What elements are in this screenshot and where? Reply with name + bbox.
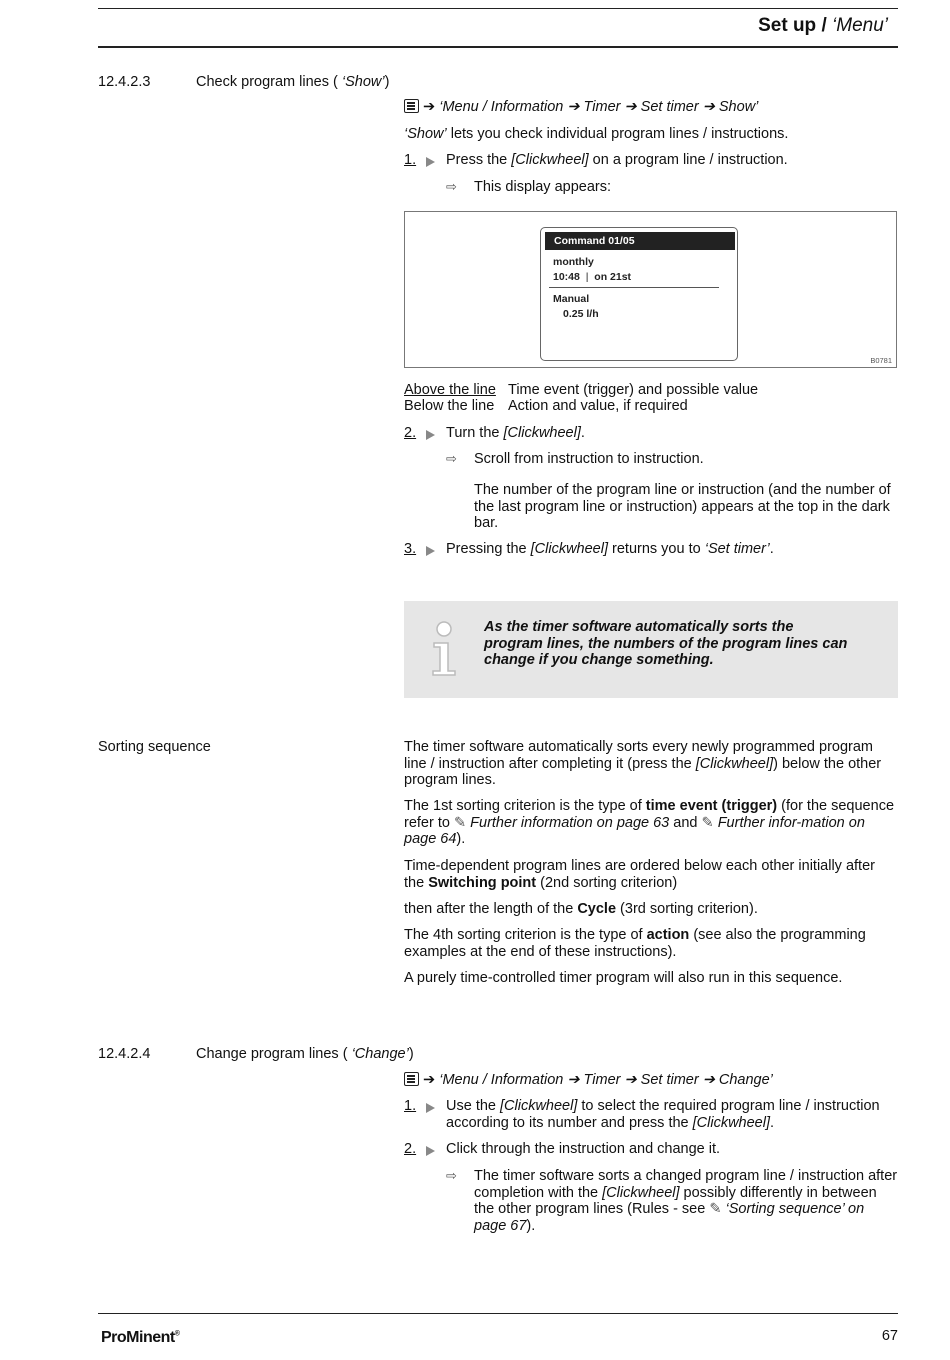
legend-value: Action and value, if required xyxy=(508,398,688,414)
prominent-logo xyxy=(101,1329,179,1347)
section-number-change: 12.4.2.4 xyxy=(98,1046,151,1062)
t: Pressing the xyxy=(446,541,531,557)
page-number: 67 xyxy=(881,1328,898,1344)
clickwheel-ref: [Clickwheel] xyxy=(503,425,581,441)
t: to select the required program line / instruction according to its number and press the xyxy=(446,1098,880,1131)
lcd-time: 10:48 xyxy=(553,271,580,283)
step-arrow-icon xyxy=(426,430,435,440)
t: possibly differently in between the other program lines (Rules - see xyxy=(474,1184,877,1217)
t: ) below the other program lines. xyxy=(404,755,882,788)
result-text xyxy=(474,1168,898,1234)
section-title-change xyxy=(196,1046,414,1062)
lcd-sep: | xyxy=(585,271,589,283)
lcd-day: on 21st xyxy=(594,271,632,283)
legend-value: Time event (trigger) and possible value xyxy=(508,382,759,398)
result-extra-text: The number of the program line or instruction (and the number of the last program line or instruction) appears at the top in the dark bar. xyxy=(474,482,891,531)
menu-icon xyxy=(404,1072,419,1086)
lcd-screen xyxy=(540,227,738,361)
sorting-p4 xyxy=(404,901,898,918)
reference-link-64[interactable]: Further infor-mation on page 64 xyxy=(404,814,865,847)
result-arrow-icon: ⇨ xyxy=(446,451,457,466)
step-arrow-icon xyxy=(426,157,435,167)
sorting-p5 xyxy=(404,927,898,960)
sorting-p6: A purely time-controlled timer program will also run in this sequence. xyxy=(404,970,843,986)
term: Cycle xyxy=(577,901,617,917)
t: . xyxy=(580,425,585,441)
menu-path-text: ‘Menu / Information ➔ Timer ➔ Set timer ➔ Change’ xyxy=(439,1072,773,1088)
page-header-title xyxy=(758,15,888,37)
reference-link-63[interactable]: Further information on page 63 xyxy=(470,814,670,831)
step-text xyxy=(446,152,898,169)
title-italic: ‘Change’ xyxy=(351,1046,409,1062)
intro-italic: ‘Show’ xyxy=(404,126,447,142)
top-rule xyxy=(98,8,898,9)
term: Switching point xyxy=(428,874,537,891)
title-end: ) xyxy=(408,1046,414,1062)
clickwheel-ref: [Clickwheel] xyxy=(695,755,774,772)
legend-row-1 xyxy=(404,382,898,398)
sorting-p1 xyxy=(404,739,898,789)
section-number-show: 12.4.2.3 xyxy=(98,74,151,90)
legend-key: Above the line xyxy=(404,382,496,398)
title-italic: ‘Show’ xyxy=(341,74,385,90)
t: returns you to xyxy=(608,541,705,557)
arrow-icon: ➔ xyxy=(419,99,440,115)
clickwheel-ref: [Clickwheel] xyxy=(511,152,589,168)
info-note xyxy=(404,601,898,698)
t: The 4th sorting criterion is the type of xyxy=(404,927,647,943)
info-icon xyxy=(428,621,460,677)
footer-rule xyxy=(98,1313,898,1314)
step-number: 2. xyxy=(404,1141,417,1157)
step-text xyxy=(446,425,898,442)
clickwheel-ref: [Clickwheel] xyxy=(500,1098,578,1114)
step-text xyxy=(446,1098,898,1131)
t: Turn the xyxy=(446,425,504,441)
step-text: Click through the instruction and change it. xyxy=(446,1141,721,1157)
link-ref-icon: ✎ xyxy=(709,1201,726,1217)
legend-row-2 xyxy=(404,398,898,414)
arrow-icon: ➔ xyxy=(419,1072,440,1088)
term: time event (trigger) xyxy=(645,798,778,814)
t: (for the sequence refer to xyxy=(404,798,895,831)
step-number: 2. xyxy=(404,425,417,441)
clickwheel-ref: [Clickwheel] xyxy=(602,1184,680,1201)
t: . xyxy=(770,1114,775,1131)
section-title-show xyxy=(196,74,389,90)
note-text: As the timer software automatically sorts the program lines, the numbers of the program lines can change if you change something. xyxy=(484,619,848,668)
intro-rest: lets you check individual program lines / instructions. xyxy=(446,126,789,142)
step-text xyxy=(446,541,898,558)
t: and xyxy=(669,814,702,831)
step-arrow-icon xyxy=(426,1103,435,1113)
menu-path-change xyxy=(404,1072,898,1089)
sorting-heading: Sorting sequence xyxy=(98,739,211,755)
legend-key: Below the line xyxy=(404,398,495,414)
logo-minent: Minent xyxy=(126,1329,175,1346)
intro-show xyxy=(404,126,898,143)
title-text: Check program lines ( xyxy=(196,74,342,90)
t: . xyxy=(769,541,774,557)
clickwheel-ref: [Clickwheel] xyxy=(530,541,608,557)
step-arrow-icon xyxy=(426,1146,435,1156)
sorting-p3 xyxy=(404,858,898,891)
header-prefix: Set up / xyxy=(758,15,827,36)
t: (see also the programming examples at the end of these instructions). xyxy=(404,927,866,960)
lcd-divider xyxy=(549,287,719,288)
lcd-line-2 xyxy=(553,271,631,283)
logo-reg: ® xyxy=(174,1330,180,1338)
result-text: This display appears: xyxy=(474,179,612,195)
t: The 1st sorting criterion is the type of xyxy=(404,798,646,814)
t: The timer software automatically sorts every newly programmed program line / instruction after completing it (press the xyxy=(404,739,873,772)
t: Use the xyxy=(446,1098,500,1114)
menu-path-text: ‘Menu / Information ➔ Timer ➔ Set timer ➔ Show’ xyxy=(439,99,759,115)
t: (3rd sorting criterion). xyxy=(616,901,758,917)
term: action xyxy=(646,927,690,943)
result-text: Scroll from instruction to instruction. xyxy=(474,451,704,467)
reference-link-67[interactable]: ‘Sorting sequence’ on page 67 xyxy=(474,1201,865,1234)
lcd-line-1: monthly xyxy=(553,256,594,268)
t: Press the xyxy=(446,152,512,168)
t: ). xyxy=(456,831,466,847)
sorting-p2 xyxy=(404,798,898,848)
step-number: 1. xyxy=(404,1098,417,1114)
set-timer-ref: ‘Set timer’ xyxy=(704,541,770,557)
title-end: ) xyxy=(384,74,390,90)
result-arrow-icon: ⇨ xyxy=(446,1168,457,1183)
header-rule xyxy=(98,46,898,48)
link-ref-icon: ✎ xyxy=(701,814,718,831)
figure-id: B0781 xyxy=(870,356,892,365)
lcd-title-bar: Command 01/05 xyxy=(545,232,735,250)
lcd-line-4: 0.25 l/h xyxy=(563,308,599,320)
t: Time-dependent program lines are ordered below each other initially after the xyxy=(404,858,875,891)
clickwheel-ref: [Clickwheel] xyxy=(692,1114,770,1131)
step-number: 3. xyxy=(404,541,417,557)
logo-pro: Pro xyxy=(101,1329,127,1346)
header-menu: ‘Menu’ xyxy=(832,15,888,36)
t: The timer software sorts a changed program line / instruction after completion with the xyxy=(474,1168,898,1201)
t: then after the length of the xyxy=(404,901,578,917)
lcd-line-3: Manual xyxy=(553,293,590,305)
result-arrow-icon: ⇨ xyxy=(446,179,457,194)
link-ref-icon: ✎ xyxy=(453,814,471,831)
step-arrow-icon xyxy=(426,546,435,556)
t: ). xyxy=(526,1217,536,1234)
step-number: 1. xyxy=(404,152,417,168)
t: on a program line / instruction. xyxy=(588,152,788,168)
display-figure xyxy=(404,211,897,368)
title-text: Change program lines ( xyxy=(196,1046,352,1062)
t: (2nd sorting criterion) xyxy=(536,874,678,891)
menu-icon xyxy=(404,99,419,113)
menu-path-show xyxy=(404,99,898,116)
